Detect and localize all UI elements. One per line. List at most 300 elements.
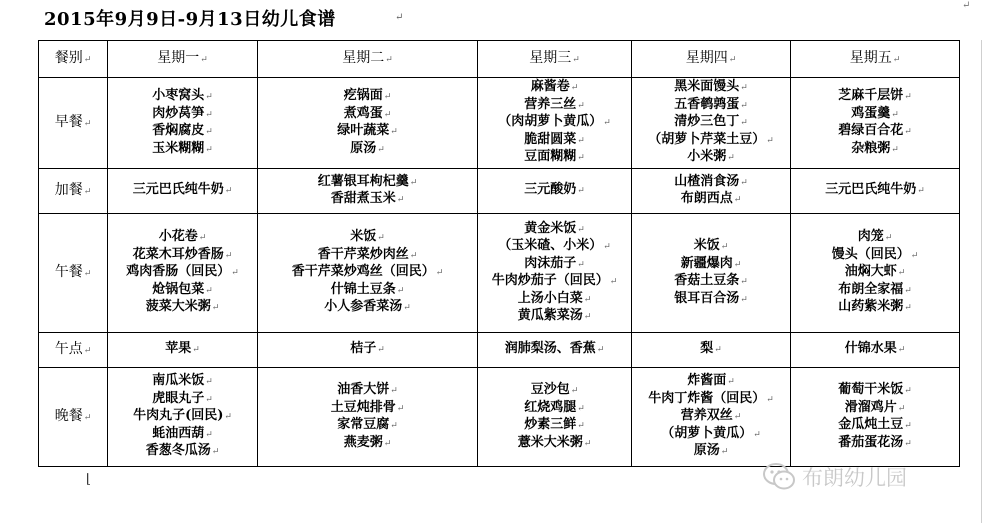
- paragraph-mark-icon: ↵: [904, 303, 912, 314]
- paragraph-mark-icon: ↵: [892, 54, 901, 65]
- dish-text: 桔子: [350, 341, 377, 357]
- dish-line: [632, 174, 790, 192]
- dish-text: 布朗全家福: [838, 281, 904, 297]
- header-cell-day: [108, 41, 258, 78]
- dish-text: 玉米糊糊: [152, 140, 205, 156]
- dish-line: [478, 308, 631, 326]
- table-row: [39, 368, 960, 467]
- paragraph-mark-icon: ↵: [596, 345, 605, 356]
- paragraph-mark-icon: ↵: [740, 277, 748, 287]
- dish-line: [632, 291, 790, 309]
- dish-line: [478, 382, 631, 400]
- dish-text: 银耳百合汤: [674, 290, 740, 306]
- dish-text: （胡萝卜黄瓜）: [661, 425, 753, 441]
- day-label: 星期五: [849, 49, 892, 66]
- dish-line: [791, 264, 959, 282]
- dish-line: [632, 256, 790, 274]
- paragraph-mark-icon: ↵: [962, 0, 971, 11]
- dish-line: [108, 88, 257, 106]
- paragraph-mark-icon: ↵: [377, 144, 385, 155]
- paragraph-mark-icon: ↵: [83, 54, 92, 65]
- paragraph-mark-icon: ↵: [83, 268, 92, 279]
- meal-type-label: 晚餐: [54, 407, 83, 424]
- dish-line: [791, 341, 959, 359]
- dish-line: [258, 435, 477, 453]
- menu-cell: [478, 169, 632, 214]
- dish-text: 炒素三鲜: [524, 417, 577, 432]
- menu-cell: [632, 333, 791, 368]
- dish-text: 菠菜大米粥: [145, 299, 211, 315]
- meal-type-cell: [39, 169, 108, 214]
- header-cell-meal: [39, 41, 108, 78]
- dish-text: 肉炒莴笋: [152, 105, 205, 121]
- paragraph-mark-icon: ↵: [224, 250, 233, 261]
- dish-line: [108, 443, 257, 461]
- paragraph-mark-icon: ↵: [192, 345, 200, 356]
- menu-cell: [478, 333, 632, 368]
- dish-line: [632, 273, 790, 291]
- dish-line: [478, 291, 631, 309]
- dish-text: 营养双丝: [680, 408, 733, 424]
- dish-text: 新疆爆肉: [680, 255, 733, 271]
- menu-cell: [478, 214, 632, 333]
- dish-line: [258, 229, 477, 247]
- dish-text: 黄瓜紫菜汤: [517, 308, 583, 323]
- dish-text: 米饭: [350, 229, 377, 245]
- dish-line: [108, 106, 257, 124]
- dish-line: [791, 123, 959, 141]
- dish-text: 五香鹌鹑蛋: [674, 96, 740, 112]
- dish-line: [108, 299, 257, 317]
- paragraph-mark-icon: ↵: [727, 153, 735, 164]
- paragraph-mark-icon: ↵: [390, 386, 398, 396]
- paragraph-mark-icon: ↵: [740, 294, 748, 305]
- paragraph-mark-icon: ↵: [205, 92, 213, 102]
- paragraph-mark-icon: ↵: [727, 377, 735, 388]
- menu-cell: [632, 169, 791, 214]
- dish-line: [791, 282, 959, 300]
- dish-line: [632, 408, 790, 426]
- paragraph-mark-icon: ↵: [383, 92, 392, 102]
- dish-text: 疙锅面: [343, 88, 383, 103]
- header-row: [39, 41, 960, 78]
- paragraph-mark-icon: ↵: [728, 54, 737, 65]
- paragraph-mark-icon: ↵: [577, 186, 585, 197]
- menu-cell: [108, 214, 258, 333]
- paragraph-mark-icon: ↵: [572, 54, 580, 65]
- dish-line: [632, 97, 790, 115]
- menu-cell: [791, 368, 960, 467]
- dish-text: 豆沙包: [530, 382, 570, 397]
- dish-text: 什锦水果: [844, 341, 897, 357]
- paragraph-mark-icon: ↵: [396, 285, 405, 296]
- meal-type-label: 午餐: [54, 263, 83, 280]
- dish-line: [108, 373, 257, 391]
- dish-line: [478, 238, 631, 256]
- paragraph-mark-icon: ↵: [603, 118, 611, 129]
- paragraph-mark-icon: ↵: [904, 285, 912, 296]
- dish-line: [478, 256, 631, 274]
- paragraph-mark-icon: ↵: [198, 233, 207, 244]
- dish-line: [478, 182, 631, 200]
- dish-text: 上汤小白菜: [517, 290, 583, 306]
- wechat-icon: [762, 462, 796, 492]
- paragraph-mark-icon: ↵: [897, 403, 906, 414]
- paragraph-mark-icon: ↵: [224, 186, 233, 197]
- dish-text: 番茄蛋花汤: [838, 434, 904, 450]
- dish-text: 豆面糊糊: [524, 149, 577, 165]
- paragraph-mark-icon: ↵: [740, 100, 748, 111]
- dish-line: [108, 408, 257, 426]
- menu-cell: [478, 368, 632, 467]
- dish-text: 米饭: [693, 238, 720, 253]
- paragraph-mark-icon: ↵: [720, 447, 729, 458]
- paragraph-mark-icon: ↵: [897, 345, 906, 356]
- paragraph-mark-icon: ↵: [583, 294, 592, 305]
- paragraph-mark-icon: ↵: [904, 127, 912, 137]
- dish-text: 清炒三色丁: [674, 114, 740, 130]
- dish-text: 油香大饼: [337, 382, 390, 397]
- dish-line: [258, 400, 477, 418]
- paragraph-mark-icon: ↵: [390, 421, 398, 431]
- dish-text: 三元酸奶: [524, 182, 577, 198]
- paragraph-mark-icon: ↵: [910, 250, 919, 261]
- paragraph-mark-icon: ↵: [385, 54, 393, 65]
- dish-text: 香干芹菜炒鸡丝（回民）: [291, 264, 435, 280]
- page-title: 2015年9月9日-9月13日幼儿食谱: [44, 9, 336, 30]
- dish-line: [258, 141, 477, 159]
- paragraph-mark-icon: ↵: [577, 135, 585, 146]
- meal-type-cell: [39, 368, 108, 467]
- dish-line: [632, 391, 790, 409]
- text-cursor-icon: ⌊: [86, 472, 92, 487]
- dish-line: [478, 97, 631, 115]
- paragraph-mark-icon: ↵: [720, 242, 729, 252]
- paragraph-mark-icon: ↵: [884, 233, 893, 244]
- dish-text: 蚝油西葫: [152, 425, 205, 441]
- paragraph-mark-icon: ↵: [577, 421, 585, 431]
- dish-text: 油焖大虾: [844, 264, 897, 280]
- paragraph-mark-icon: ↵: [205, 127, 213, 137]
- paragraph-mark-icon: ↵: [377, 233, 385, 244]
- paragraph-mark-icon: ↵: [603, 242, 611, 252]
- dish-text: 黑米面馒头: [674, 79, 740, 95]
- dish-text: 黄金米饭: [524, 220, 577, 236]
- day-label: 星期四: [685, 49, 728, 66]
- dish-text: 南瓜米饭: [152, 373, 205, 389]
- dish-line: [108, 391, 257, 409]
- dish-text: 香葱冬瓜汤: [145, 443, 211, 459]
- menu-table: [38, 40, 960, 467]
- menu-cell: [258, 333, 478, 368]
- menu-cell: [108, 333, 258, 368]
- dish-text: 红烧鸡腿: [524, 399, 577, 415]
- dish-text: 土豆炖排骨: [330, 399, 396, 415]
- dish-line: [632, 79, 790, 97]
- paragraph-mark-icon: ↵: [714, 345, 722, 356]
- dish-line: [632, 191, 790, 209]
- meal-type-cell: [39, 214, 108, 333]
- dish-text: 香焖腐皮: [152, 123, 205, 138]
- watermark: [762, 462, 907, 492]
- watermark-text: 布朗幼儿园: [802, 466, 907, 490]
- menu-cell: [258, 169, 478, 214]
- dish-text: 馒头（回民）: [831, 246, 910, 262]
- dish-text: 鸡蛋羹: [851, 105, 891, 121]
- dish-line: [791, 400, 959, 418]
- paragraph-mark-icon: ↵: [231, 268, 239, 279]
- paragraph-mark-icon: ↵: [577, 403, 585, 414]
- dish-line: [478, 273, 631, 291]
- paragraph-mark-icon: ↵: [583, 438, 592, 449]
- paragraph-mark-icon: ↵: [733, 195, 742, 205]
- header-meal-label: 餐别: [54, 49, 83, 66]
- dish-line: [478, 221, 631, 239]
- dish-text: 什锦土豆条: [330, 281, 396, 297]
- dish-text: 苹果: [165, 341, 192, 357]
- dish-text: 营养三丝: [524, 96, 577, 112]
- dish-line: [478, 114, 631, 132]
- dish-line: [108, 141, 257, 159]
- menu-cell: [791, 169, 960, 214]
- dish-text: 香菇土豆条: [674, 273, 740, 288]
- dish-line: [791, 141, 959, 159]
- paragraph-mark-icon: ↵: [205, 429, 213, 440]
- paragraph-mark-icon: ↵: [891, 144, 899, 155]
- paragraph-mark-icon: ↵: [904, 386, 912, 396]
- dish-text: 鸡肉香肠（回民）: [126, 264, 231, 280]
- header-cell-day: [478, 41, 632, 78]
- dish-line: [108, 247, 257, 265]
- dish-line: [632, 443, 790, 461]
- dish-line: [108, 282, 257, 300]
- paragraph-mark-icon: ↵: [740, 83, 748, 94]
- table-row: [39, 78, 960, 169]
- dish-text: 香甜煮玉米: [330, 191, 396, 206]
- dish-text: 三元巴氏纯牛奶: [825, 182, 917, 198]
- menu-cell: [791, 78, 960, 169]
- paragraph-mark-icon: ↵: [897, 268, 906, 279]
- dish-text: 红薯银耳枸杞羹: [317, 173, 409, 189]
- dish-line: [791, 382, 959, 400]
- paragraph-mark-icon: ↵: [395, 12, 404, 23]
- dish-line: [478, 149, 631, 167]
- menu-cell: [258, 214, 478, 333]
- day-label: 星期一: [157, 49, 200, 66]
- dish-line: [791, 182, 959, 200]
- menu-table-body: [39, 41, 960, 467]
- dish-line: [478, 79, 631, 97]
- menu-cell: [258, 78, 478, 169]
- dish-line: [632, 149, 790, 167]
- meal-type-cell: [39, 78, 108, 169]
- dish-line: [478, 132, 631, 150]
- paragraph-mark-icon: ↵: [740, 177, 748, 188]
- paragraph-mark-icon: ↵: [409, 250, 418, 261]
- paragraph-mark-icon: ↵: [224, 412, 232, 423]
- dish-line: [258, 247, 477, 265]
- paragraph-mark-icon: ↵: [766, 394, 774, 405]
- paragraph-mark-icon: ↵: [577, 224, 585, 235]
- menu-cell: [108, 78, 258, 169]
- dish-line: [258, 341, 477, 359]
- meal-type-cell: [39, 333, 108, 368]
- dish-line: [108, 264, 257, 282]
- dish-text: 香干芹菜炒肉丝: [317, 246, 409, 262]
- paragraph-mark-icon: ↵: [904, 92, 912, 102]
- dish-line: [632, 114, 790, 132]
- dish-text: 小花卷: [158, 229, 198, 245]
- dish-text: 原汤: [693, 443, 720, 459]
- dish-line: [478, 435, 631, 453]
- dish-line: [791, 229, 959, 247]
- paragraph-mark-icon: ↵: [577, 100, 585, 111]
- paragraph-mark-icon: ↵: [917, 186, 925, 197]
- paragraph-mark-icon: ↵: [83, 118, 92, 129]
- day-label: 星期二: [342, 49, 385, 66]
- dish-text: 牛肉丁炸酱（回民）: [648, 390, 766, 406]
- table-row: [39, 169, 960, 214]
- dish-text: 芝麻千层饼: [838, 88, 904, 103]
- paragraph-mark-icon: ↵: [211, 303, 220, 314]
- paragraph-mark-icon: ↵: [570, 386, 579, 396]
- header-cell-day: [791, 41, 960, 78]
- meal-type-label: 早餐: [54, 113, 83, 130]
- dish-text: 虎眼丸子: [152, 390, 205, 406]
- dish-line: [258, 299, 477, 317]
- dish-line: [258, 382, 477, 400]
- dish-line: [478, 417, 631, 435]
- paragraph-mark-icon: ↵: [740, 118, 748, 129]
- paragraph-mark-icon: ↵: [396, 403, 405, 414]
- dish-text: 花菜木耳炒香肠: [132, 246, 224, 262]
- paragraph-mark-icon: ↵: [733, 259, 742, 270]
- dish-line: [791, 435, 959, 453]
- menu-cell: [632, 214, 791, 333]
- dish-line: [632, 373, 790, 391]
- dish-text: 三元巴氏纯牛奶: [132, 182, 224, 198]
- paragraph-mark-icon: ↵: [609, 277, 618, 287]
- paragraph-mark-icon: ↵: [396, 195, 405, 205]
- dish-line: [632, 132, 790, 150]
- menu-cell: [258, 368, 478, 467]
- page-edge-divider: [981, 40, 982, 523]
- dish-text: 杂粮粥: [851, 140, 891, 156]
- header-cell-day: [258, 41, 478, 78]
- dish-text: 麻酱卷: [530, 79, 570, 95]
- paragraph-mark-icon: ↵: [570, 83, 579, 94]
- day-label: 星期三: [529, 49, 572, 66]
- table-row: [39, 214, 960, 333]
- dish-text: （玉米碴、小米）: [498, 238, 603, 253]
- dish-line: [108, 229, 257, 247]
- dish-line: [791, 299, 959, 317]
- dish-text: 金瓜炖土豆: [838, 417, 904, 432]
- dish-text: 薏米大米粥: [517, 434, 583, 450]
- dish-text: 山楂消食汤: [674, 173, 740, 189]
- menu-cell: [632, 78, 791, 169]
- dish-text: 肉笼: [857, 229, 884, 245]
- paragraph-mark-icon: ↵: [205, 144, 213, 155]
- dish-text: 煮鸡蛋: [343, 105, 383, 121]
- dish-text: （胡萝卜芹菜土豆）: [648, 131, 766, 147]
- dish-text: 布朗西点: [680, 191, 733, 206]
- dish-text: 原汤: [350, 140, 377, 156]
- paragraph-mark-icon: ↵: [904, 438, 912, 449]
- paragraph-mark-icon: ↵: [83, 412, 92, 423]
- dish-text: 家常豆腐: [337, 417, 390, 432]
- paragraph-mark-icon: ↵: [205, 377, 213, 388]
- dish-line: [632, 238, 790, 256]
- paragraph-mark-icon: ↵: [435, 268, 444, 279]
- dish-text: 梨: [700, 341, 714, 357]
- paragraph-mark-icon: ↵: [409, 177, 418, 188]
- dish-text: 炸酱面: [687, 373, 727, 389]
- dish-line: [258, 417, 477, 435]
- dish-line: [108, 426, 257, 444]
- menu-cell: [108, 169, 258, 214]
- dish-text: 脆甜圆菜: [524, 131, 577, 147]
- paragraph-mark-icon: ↵: [205, 109, 213, 120]
- dish-line: [478, 341, 631, 359]
- paragraph-mark-icon: ↵: [733, 412, 742, 423]
- dish-text: 润肺梨汤、香蕉: [504, 341, 596, 357]
- dish-line: [258, 123, 477, 141]
- dish-line: [791, 106, 959, 124]
- dish-text: （肉胡萝卜黄瓜）: [498, 114, 603, 130]
- dish-line: [258, 88, 477, 106]
- table-row: [39, 333, 960, 368]
- paragraph-mark-icon: ↵: [205, 394, 213, 405]
- dish-text: 燕麦粥: [343, 434, 383, 450]
- paragraph-mark-icon: ↵: [577, 153, 585, 164]
- dish-text: 小米粥: [687, 149, 727, 165]
- dish-text: 牛肉丸子(回民): [133, 408, 224, 424]
- paragraph-mark-icon: ↵: [200, 54, 208, 65]
- paragraph-mark-icon: ↵: [891, 109, 899, 120]
- dish-line: [258, 174, 477, 192]
- menu-cell: [791, 333, 960, 368]
- dish-line: [791, 417, 959, 435]
- paragraph-mark-icon: ↵: [577, 259, 585, 270]
- dish-text: 小人参香菜汤: [324, 299, 403, 315]
- dish-text: 山药紫米粥: [838, 299, 904, 315]
- dish-text: 小枣窝头: [152, 88, 205, 103]
- meal-type-label: 加餐: [54, 181, 83, 198]
- meal-type-label: 午点: [54, 340, 83, 357]
- dish-line: [258, 106, 477, 124]
- dish-line: [258, 282, 477, 300]
- dish-text: 炝锅包菜: [152, 281, 205, 297]
- paragraph-mark-icon: ↵: [904, 421, 912, 431]
- paragraph-mark-icon: ↵: [205, 285, 213, 296]
- header-cell-day: [632, 41, 791, 78]
- dish-line: [632, 426, 790, 444]
- paragraph-mark-icon: ↵: [383, 109, 392, 120]
- dish-line: [108, 182, 257, 200]
- dish-line: [478, 400, 631, 418]
- paragraph-mark-icon: ↵: [383, 438, 392, 449]
- paragraph-mark-icon: ↵: [583, 312, 592, 322]
- paragraph-mark-icon: ↵: [766, 135, 774, 146]
- dish-text: 牛肉炒茄子（回民）: [491, 273, 609, 288]
- dish-text: 肉沫茄子: [524, 255, 577, 271]
- paragraph-mark-icon: ↵: [403, 303, 411, 314]
- paragraph-mark-icon: ↵: [377, 345, 385, 356]
- menu-cell: [791, 214, 960, 333]
- menu-cell: [478, 78, 632, 169]
- dish-line: [258, 264, 477, 282]
